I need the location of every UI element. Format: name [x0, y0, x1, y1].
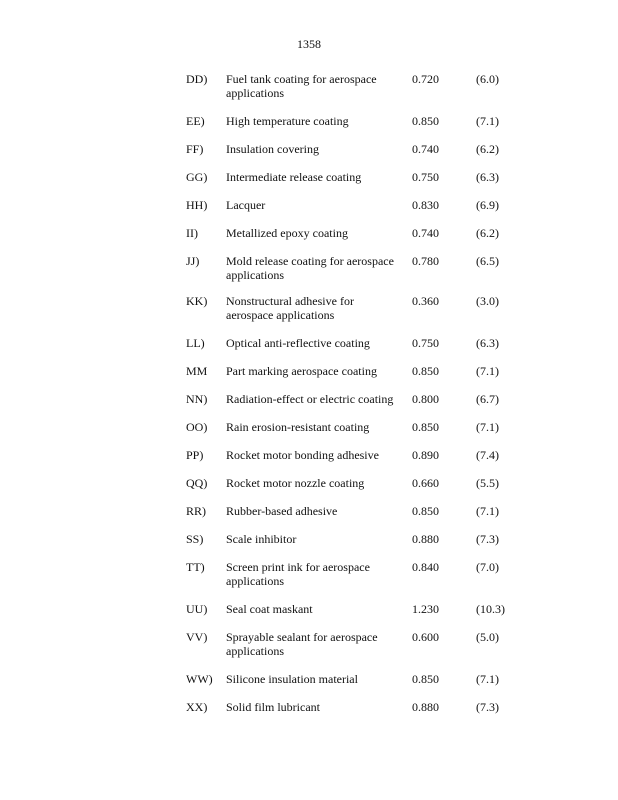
- row-label: GG): [186, 170, 208, 184]
- table-row: [186, 114, 526, 142]
- row-value: 0.850: [412, 114, 439, 128]
- row-label: JJ): [186, 254, 200, 268]
- row-value-alt: (6.0): [476, 72, 499, 86]
- row-description: Rocket motor bonding adhesive: [226, 448, 379, 462]
- row-value-alt: (5.0): [476, 630, 499, 644]
- table-row: [186, 630, 526, 672]
- row-value-alt: (7.4): [476, 448, 499, 462]
- table-row: [186, 504, 526, 532]
- row-label: NN): [186, 392, 208, 406]
- row-value: 0.880: [412, 700, 439, 714]
- row-value-alt: (7.0): [476, 560, 499, 574]
- row-label: EE): [186, 114, 205, 128]
- row-value: 0.850: [412, 504, 439, 518]
- row-label: TT): [186, 560, 205, 574]
- row-value-alt: (7.3): [476, 532, 499, 546]
- row-label: HH): [186, 198, 208, 212]
- row-value-alt: (6.3): [476, 336, 499, 350]
- table-row: [186, 448, 526, 476]
- row-value-alt: (7.1): [476, 114, 499, 128]
- row-value-alt: (7.1): [476, 420, 499, 434]
- row-value: 0.740: [412, 226, 439, 240]
- table-row: [186, 170, 526, 198]
- table-row: [186, 294, 526, 336]
- row-description: Metallized epoxy coating: [226, 226, 348, 240]
- row-value-alt: (7.1): [476, 672, 499, 686]
- row-description: Nonstructural adhesive for aerospace applications: [226, 294, 354, 322]
- row-description: Optical anti-reflective coating: [226, 336, 370, 350]
- row-description: Mold release coating for aerospace applications: [226, 254, 394, 282]
- table-row: [186, 142, 526, 170]
- row-description: Intermediate release coating: [226, 170, 362, 184]
- row-value-alt: (5.5): [476, 476, 499, 490]
- row-value: 0.750: [412, 170, 439, 184]
- row-value: 0.850: [412, 420, 439, 434]
- row-description: Scale inhibitor: [226, 532, 297, 546]
- row-value: 0.890: [412, 448, 439, 462]
- row-description: Sprayable sealant for aerospace applications: [226, 630, 378, 658]
- row-value-alt: (6.2): [476, 226, 499, 240]
- row-description: Radiation-effect or electric coating: [226, 392, 394, 406]
- row-value-alt: (6.9): [476, 198, 499, 212]
- row-description: Rocket motor nozzle coating: [226, 476, 365, 490]
- row-label: KK): [186, 294, 208, 308]
- table-row: [186, 602, 526, 630]
- row-description: Insulation covering: [226, 142, 319, 156]
- page-number: 1358: [297, 37, 321, 51]
- row-value: 1.230: [412, 602, 439, 616]
- table-row: [186, 198, 526, 226]
- row-description: Part marking aerospace coating: [226, 364, 377, 378]
- row-label: MM: [186, 364, 208, 378]
- table-row: [186, 336, 526, 364]
- row-label: II): [186, 226, 198, 240]
- row-description: Screen print ink for aerospace applications: [226, 560, 370, 588]
- row-description: Rain erosion-resistant coating: [226, 420, 370, 434]
- row-value-alt: (7.1): [476, 504, 499, 518]
- row-label: PP): [186, 448, 204, 462]
- row-value: 0.850: [412, 672, 439, 686]
- row-value-alt: (6.5): [476, 254, 499, 268]
- table-row: [186, 532, 526, 560]
- table-row: [186, 672, 526, 700]
- row-value: 0.840: [412, 560, 439, 574]
- table-row: [186, 254, 526, 294]
- row-label: OO): [186, 420, 208, 434]
- row-description: Fuel tank coating for aerospace applications: [226, 72, 377, 100]
- row-value: 0.880: [412, 532, 439, 546]
- row-description: Rubber-based adhesive: [226, 504, 338, 518]
- row-label: RR): [186, 504, 207, 518]
- row-value: 0.360: [412, 294, 439, 308]
- row-value: 0.720: [412, 72, 439, 86]
- row-label: VV): [186, 630, 208, 644]
- row-label: SS): [186, 532, 204, 546]
- row-label: XX): [186, 700, 208, 714]
- row-value: 0.750: [412, 336, 439, 350]
- row-value-alt: (6.2): [476, 142, 499, 156]
- table-row: [186, 364, 526, 392]
- row-value-alt: (6.3): [476, 170, 499, 184]
- row-value: 0.600: [412, 630, 439, 644]
- row-description: Seal coat maskant: [226, 602, 313, 616]
- table-row: [186, 700, 526, 728]
- row-value: 0.740: [412, 142, 439, 156]
- row-description: Lacquer: [226, 198, 266, 212]
- row-value: 0.830: [412, 198, 439, 212]
- table-row: [186, 392, 526, 420]
- row-value: 0.850: [412, 364, 439, 378]
- row-value-alt: (7.3): [476, 700, 499, 714]
- row-value-alt: (10.3): [476, 602, 505, 616]
- row-value: 0.800: [412, 392, 439, 406]
- row-value-alt: (7.1): [476, 364, 499, 378]
- row-value: 0.660: [412, 476, 439, 490]
- row-label: WW): [186, 672, 213, 686]
- row-label: FF): [186, 142, 204, 156]
- coating-table: [186, 72, 526, 728]
- row-label: LL): [186, 336, 205, 350]
- row-value-alt: (3.0): [476, 294, 499, 308]
- row-description: High temperature coating: [226, 114, 349, 128]
- table-row: [186, 226, 526, 254]
- table-row: [186, 476, 526, 504]
- row-description: Silicone insulation material: [226, 672, 358, 686]
- row-value-alt: (6.7): [476, 392, 499, 406]
- table-row: [186, 420, 526, 448]
- row-value: 0.780: [412, 254, 439, 268]
- row-description: Solid film lubricant: [226, 700, 320, 714]
- row-label: UU): [186, 602, 208, 616]
- table-row: [186, 72, 526, 114]
- row-label: QQ): [186, 476, 208, 490]
- table-row: [186, 560, 526, 602]
- row-label: DD): [186, 72, 208, 86]
